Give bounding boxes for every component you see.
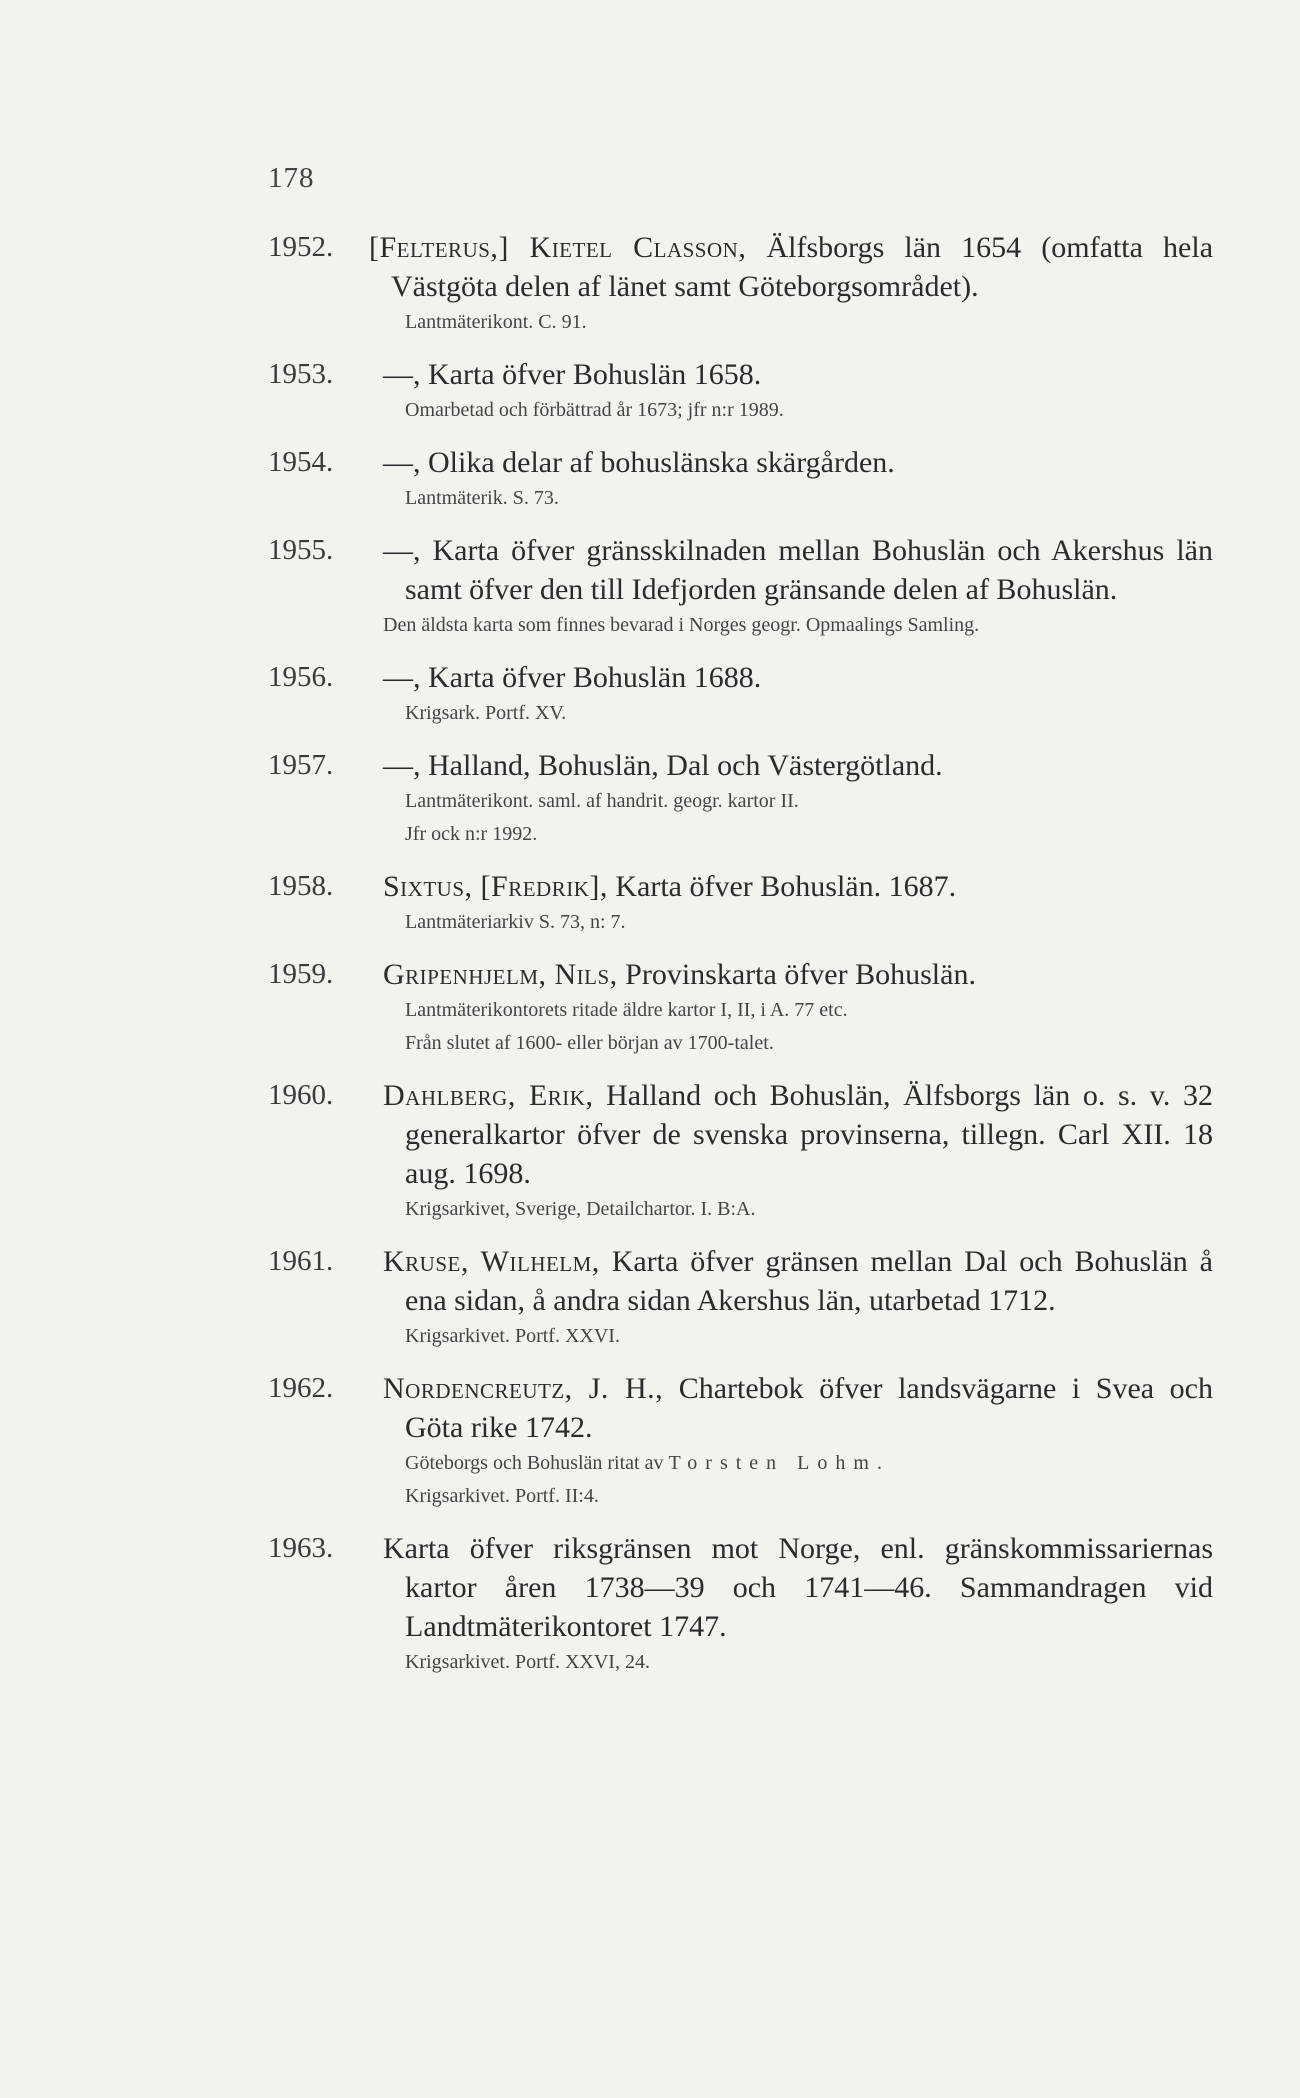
catalog-entry-1961 — [268, 1242, 1213, 1353]
catalog-entry-1956 — [268, 658, 1213, 730]
entry-number: 1958. — [268, 870, 334, 902]
entry-title-text: Chartebok öfver landsvägarne i Svea och Göta rike 1742. — [405, 1372, 1213, 1444]
catalog-entry-1958 — [268, 867, 1213, 939]
entry-title-text: Karta öfver gränsen mellan Dal och Bohuslän å ena sidan, å andra sidan Akershus län, utarbetad 1712. — [405, 1245, 1213, 1317]
catalog-entry-1954 — [268, 443, 1213, 515]
entry-note: Lantmäterikont. C. 91. — [405, 311, 587, 333]
entry-note: Krigsarkivet. Portf. II:4. — [405, 1485, 599, 1507]
catalog-entry-1963 — [268, 1529, 1213, 1679]
entry-number: 1957. — [268, 749, 334, 781]
catalog-entry-1960 — [268, 1076, 1213, 1226]
entry-note: Lantmäterikont. saml. af handrit. geogr. kartor II. — [405, 790, 799, 812]
entry-number: 1961. — [268, 1245, 334, 1277]
entry-number: 1952. — [268, 231, 334, 263]
entry-note-spaced-name: Torsten Lohm. — [668, 1452, 890, 1474]
entry-number: 1955. — [268, 534, 334, 566]
entry-note: Omarbetad och förbättrad år 1673; jfr n:r 1989. — [405, 399, 784, 421]
entry-title-text: Halland och Bohuslän, Älfsborgs län o. s. v. 32 generalkartor öfver de svenska provinserna, tillegn. Carl XII. 18 aug. 1698. — [405, 1079, 1214, 1190]
catalog-entry-1957 — [268, 746, 1213, 851]
catalog-entry-1952 — [268, 228, 1213, 339]
entry-note: Krigsarkivet, Sverige, Detailchartor. I. B:A. — [405, 1198, 756, 1220]
entry-note: Lantmäterikontorets ritade äldre kartor I, II, i A. 77 etc. — [405, 999, 848, 1021]
entry-title — [383, 867, 1213, 906]
entry-number: 1962. — [268, 1372, 334, 1404]
entry-number: 1954. — [268, 446, 334, 478]
catalog-entries — [268, 228, 1213, 1695]
catalog-entry-1959 — [268, 955, 1213, 1060]
entry-number: 1953. — [268, 358, 334, 390]
entry-title — [383, 1076, 1213, 1193]
entry-number: 1959. — [268, 958, 334, 990]
entry-author: Nordencreutz, J. H., — [383, 1372, 664, 1405]
entry-note-prefix: Göteborgs och Bohuslän ritat av — [405, 1452, 664, 1474]
catalog-entry-1962 — [268, 1369, 1213, 1513]
entry-number: 1956. — [268, 661, 334, 693]
entry-note — [383, 1447, 1213, 1480]
entry-note: Från slutet af 1600- eller början av 1700-talet. — [405, 1032, 774, 1054]
entry-author: Dahlberg, Erik, — [383, 1079, 594, 1112]
entry-author: Gripenhjelm, Nils, — [383, 958, 618, 991]
catalog-entry-1955 — [268, 531, 1213, 642]
entry-title — [369, 228, 1213, 306]
entry-title — [383, 1369, 1213, 1447]
entry-title: —, Halland, Bohuslän, Dal och Västergötland. — [383, 749, 943, 782]
entry-title — [383, 1242, 1213, 1320]
entry-author: Sixtus, [Fredrik], — [383, 870, 608, 903]
entry-author: Kruse, Wilhelm, — [383, 1245, 600, 1278]
entry-note: Krigsarkivet. Portf. XXVI, 24. — [405, 1651, 650, 1673]
entry-title: Karta öfver riksgränsen mot Norge, enl. gränskommissariernas kartor åren 1738—39 och 1741—46. Sammandragen vid Landtmäterikontoret 1747. — [383, 1532, 1213, 1643]
entry-title-text: Karta öfver Bohuslän. 1687. — [615, 870, 957, 903]
entry-title: —, Karta öfver gränsskilnaden mellan Bohuslän och Akershus län samt öfver den till Idefjorden gränsande delen af Bohuslän. — [383, 534, 1213, 606]
entry-title — [383, 955, 1213, 994]
entry-note: Jfr ock n:r 1992. — [405, 823, 538, 845]
entry-title: —, Karta öfver Bohuslän 1688. — [383, 661, 762, 694]
entry-author: [Felterus,] Kietel Classon, — [369, 231, 747, 264]
catalog-entry-1953 — [268, 355, 1213, 427]
entry-note: Lantmäterik. S. 73. — [405, 487, 559, 509]
entry-title-text: Provinskarta öfver Bohuslän. — [625, 958, 976, 991]
entry-note: Den äldsta karta som finnes bevarad i Norges geogr. Opmaalings Samling. — [383, 614, 980, 636]
entry-note: Krigsark. Portf. XV. — [405, 702, 567, 724]
entry-note: Lantmäteriarkiv S. 73, n: 7. — [405, 911, 626, 933]
page-number: 178 — [268, 162, 315, 194]
entry-title: —, Karta öfver Bohuslän 1658. — [383, 358, 762, 391]
entry-title: —, Olika delar af bohuslänska skärgården. — [383, 446, 895, 479]
entry-number: 1960. — [268, 1079, 334, 1111]
entry-number: 1963. — [268, 1532, 334, 1564]
entry-note: Krigsarkivet. Portf. XXVI. — [405, 1325, 620, 1347]
entry-title-text: Älfsborgs län 1654 (omfatta hela Västgöta delen af länet samt Göteborgsområdet). — [391, 231, 1214, 303]
